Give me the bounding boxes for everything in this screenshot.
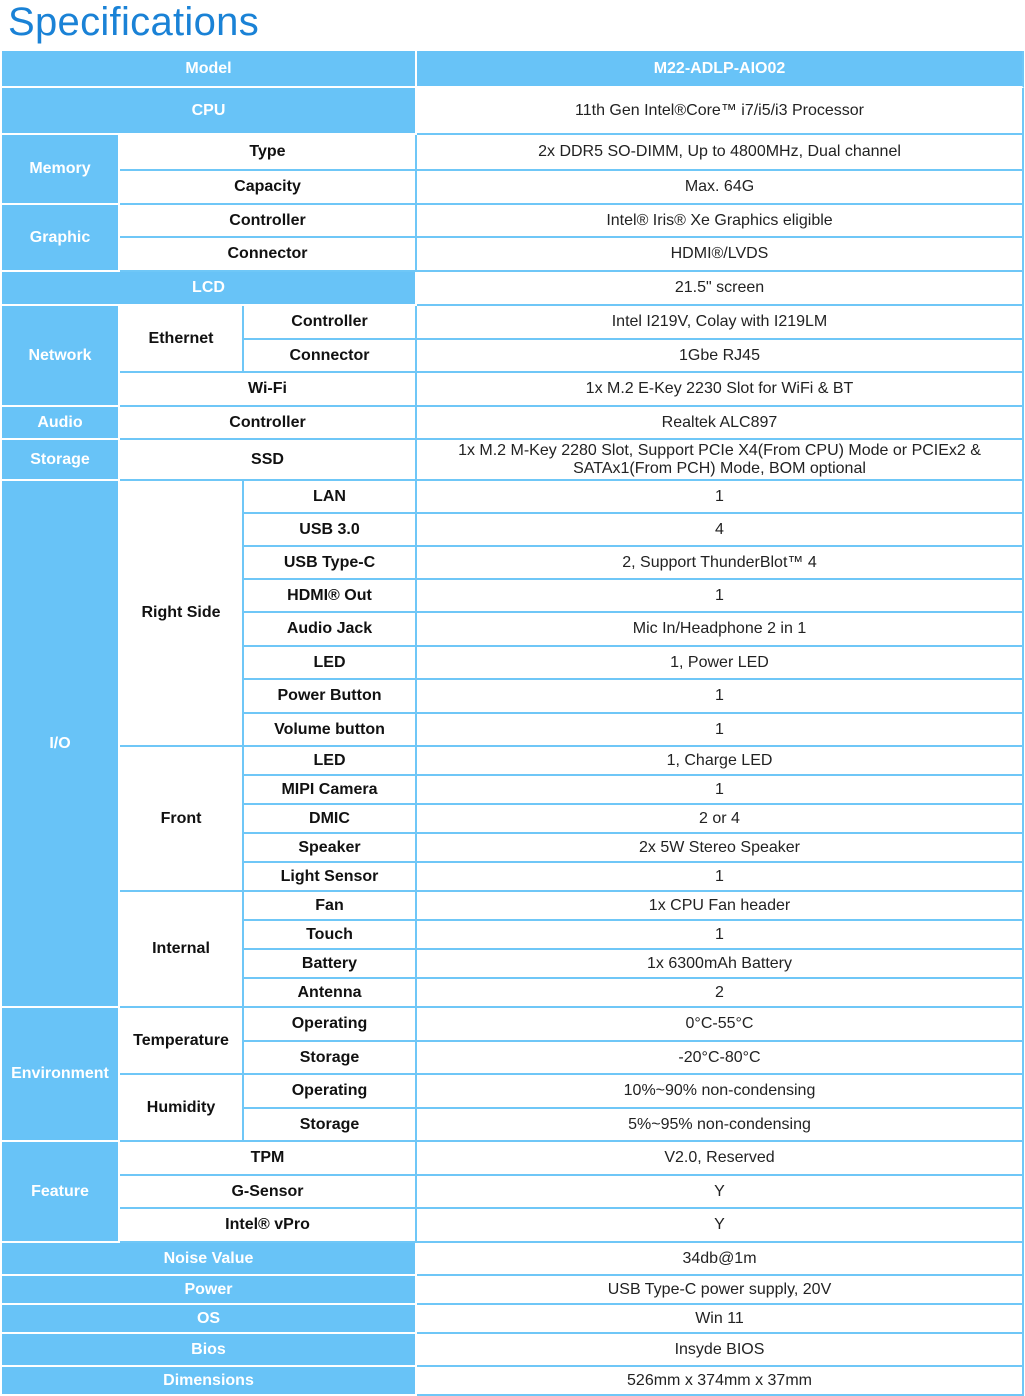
temp-storage-label: Storage [244, 1042, 417, 1075]
table-row-power [0, 1276, 1024, 1305]
graphic-connector-label: Connector [120, 238, 417, 272]
ethernet-connector-value: 1Gbe RJ45 [417, 340, 1024, 373]
ethernet-label: Ethernet [120, 306, 244, 373]
io-internal-battery-label: Battery [244, 950, 417, 979]
io-front-speaker-label: Speaker [244, 834, 417, 863]
io-right-volume-button-label: Volume button [244, 714, 417, 747]
io-front-light-sensor-label: Light Sensor [244, 863, 417, 892]
audio-controller-value: Realtek ALC897 [417, 407, 1024, 440]
graphic-label: Graphic [0, 205, 120, 272]
table-row-cpu [0, 88, 1024, 135]
os-value: Win 11 [417, 1305, 1024, 1334]
noise-value: 34db@1m [417, 1243, 1024, 1276]
io-front-led-label: LED [244, 747, 417, 776]
model-label: Model [0, 51, 417, 88]
io-front-led-value: 1, Charge LED [417, 747, 1024, 776]
vpro-label: Intel® vPro [120, 1209, 417, 1243]
bios-label: Bios [0, 1334, 417, 1367]
io-right-led-label: LED [244, 647, 417, 680]
io-internal-touch-label: Touch [244, 921, 417, 950]
io-front-label: Front [120, 747, 244, 892]
humidity-label: Humidity [120, 1075, 244, 1142]
hum-storage-value: 5%~95% non-condensing [417, 1109, 1024, 1142]
feature-label: Feature [0, 1142, 120, 1243]
network-label: Network [0, 306, 120, 407]
temperature-label: Temperature [120, 1008, 244, 1075]
table-row-os [0, 1305, 1024, 1334]
table-row-memory-capacity [0, 171, 1024, 205]
hum-operating-value: 10%~90% non-condensing [417, 1075, 1024, 1109]
ethernet-controller-value: Intel I219V, Colay with I219LM [417, 306, 1024, 340]
io-right-volume-button-value: 1 [417, 714, 1024, 747]
cpu-label: CPU [0, 88, 417, 135]
io-right-usb3-value: 4 [417, 514, 1024, 547]
io-front-speaker-value: 2x 5W Stereo Speaker [417, 834, 1024, 863]
ssd-value-line1: 1x M.2 M-Key 2280 Slot, Support PCIe X4(From CPU) Mode or PCIEx2 & [458, 441, 981, 459]
io-right-lan-label: LAN [244, 481, 417, 514]
temp-operating-value: 0°C-55°C [417, 1008, 1024, 1042]
table-row-network-eth-controller [0, 306, 1024, 340]
tpm-label: TPM [120, 1142, 417, 1176]
table-row-bios [0, 1334, 1024, 1367]
page-title: Specifications [8, 0, 259, 44]
io-right-usb3-label: USB 3.0 [244, 514, 417, 547]
io-internal-battery-value: 1x 6300mAh Battery [417, 950, 1024, 979]
io-front-light-sensor-value: 1 [417, 863, 1024, 892]
io-internal-antenna-label: Antenna [244, 979, 417, 1008]
table-row [0, 747, 1024, 776]
bios-value: Insyde BIOS [417, 1334, 1024, 1367]
io-right-audio-jack-label: Audio Jack [244, 613, 417, 647]
memory-type-label: Type [120, 135, 417, 171]
memory-type-value: 2x DDR5 SO-DIMM, Up to 4800MHz, Dual channel [417, 135, 1024, 171]
ssd-value-line2: SATAx1(From PCH) Mode, BOM optional [573, 459, 866, 477]
ethernet-connector-label: Connector [244, 340, 417, 373]
io-right-usbc-value: 2, Support ThunderBlot™ 4 [417, 547, 1024, 580]
io-right-power-button-value: 1 [417, 680, 1024, 714]
graphic-controller-label: Controller [120, 205, 417, 238]
table-row-env-hum-operating [0, 1075, 1024, 1109]
graphic-controller-value: Intel® Iris® Xe Graphics eligible [417, 205, 1024, 238]
temp-operating-label: Operating [244, 1008, 417, 1042]
gsensor-value: Y [417, 1176, 1024, 1209]
io-internal-label: Internal [120, 892, 244, 1008]
io-right-hdmi-value: 1 [417, 580, 1024, 613]
storage-label: Storage [0, 440, 120, 481]
table-row-noise [0, 1243, 1024, 1276]
table-row-model [0, 51, 1024, 88]
hum-storage-label: Storage [244, 1109, 417, 1142]
environment-label: Environment [0, 1008, 120, 1142]
memory-label: Memory [0, 135, 120, 205]
noise-label: Noise Value [0, 1243, 417, 1276]
memory-capacity-label: Capacity [120, 171, 417, 205]
table-row-dimensions [0, 1367, 1024, 1396]
table-row [0, 481, 1024, 514]
hum-operating-label: Operating [244, 1075, 417, 1109]
cpu-value: 11th Gen Intel®Core™ i7/i5/i3 Processor [417, 88, 1024, 135]
table-row-audio [0, 407, 1024, 440]
spec-table [0, 51, 1024, 1396]
io-front-dmic-label: DMIC [244, 805, 417, 834]
table-row-feature-vpro [0, 1209, 1024, 1243]
table-row-lcd [0, 272, 1024, 306]
io-right-power-button-label: Power Button [244, 680, 417, 714]
temp-storage-value: -20°C-80°C [417, 1042, 1024, 1075]
ssd-value [417, 440, 1024, 481]
audio-controller-label: Controller [120, 407, 417, 440]
lcd-value: 21.5" screen [417, 272, 1024, 306]
io-right-hdmi-label: HDMI® Out [244, 580, 417, 613]
vpro-value: Y [417, 1209, 1024, 1243]
model-value: M22-ADLP-AIO02 [417, 51, 1024, 88]
power-value: USB Type-C power supply, 20V [417, 1276, 1024, 1305]
dimensions-label: Dimensions [0, 1367, 417, 1396]
dimensions-value: 526mm x 374mm x 37mm [417, 1367, 1024, 1396]
power-label: Power [0, 1276, 417, 1305]
table-row-memory-type [0, 135, 1024, 171]
io-right-audio-jack-value: Mic In/Headphone 2 in 1 [417, 613, 1024, 647]
wifi-label: Wi-Fi [120, 373, 417, 407]
table-row-storage [0, 440, 1024, 481]
gsensor-label: G-Sensor [120, 1176, 417, 1209]
audio-label: Audio [0, 407, 120, 440]
io-internal-fan-value: 1x CPU Fan header [417, 892, 1024, 921]
table-row-env-temp-operating [0, 1008, 1024, 1042]
io-right-led-value: 1, Power LED [417, 647, 1024, 680]
io-right-usbc-label: USB Type-C [244, 547, 417, 580]
lcd-label: LCD [0, 272, 417, 306]
io-internal-touch-value: 1 [417, 921, 1024, 950]
io-internal-antenna-value: 2 [417, 979, 1024, 1008]
graphic-connector-value: HDMI®/LVDS [417, 238, 1024, 272]
io-front-mipi-value: 1 [417, 776, 1024, 805]
table-row-feature-tpm [0, 1142, 1024, 1176]
io-front-dmic-value: 2 or 4 [417, 805, 1024, 834]
table-row-feature-gsensor [0, 1176, 1024, 1209]
os-label: OS [0, 1305, 417, 1334]
io-internal-fan-label: Fan [244, 892, 417, 921]
table-row-network-wifi [0, 373, 1024, 407]
io-right-lan-value: 1 [417, 481, 1024, 514]
io-front-mipi-label: MIPI Camera [244, 776, 417, 805]
memory-capacity-value: Max. 64G [417, 171, 1024, 205]
table-row [0, 892, 1024, 921]
wifi-value: 1x M.2 E-Key 2230 Slot for WiFi & BT [417, 373, 1024, 407]
ethernet-controller-label: Controller [244, 306, 417, 340]
io-label: I/O [0, 481, 120, 1008]
table-row-graphic-controller [0, 205, 1024, 238]
tpm-value: V2.0, Reserved [417, 1142, 1024, 1176]
table-row-graphic-connector [0, 238, 1024, 272]
ssd-label: SSD [120, 440, 417, 481]
io-right-side-label: Right Side [120, 481, 244, 747]
